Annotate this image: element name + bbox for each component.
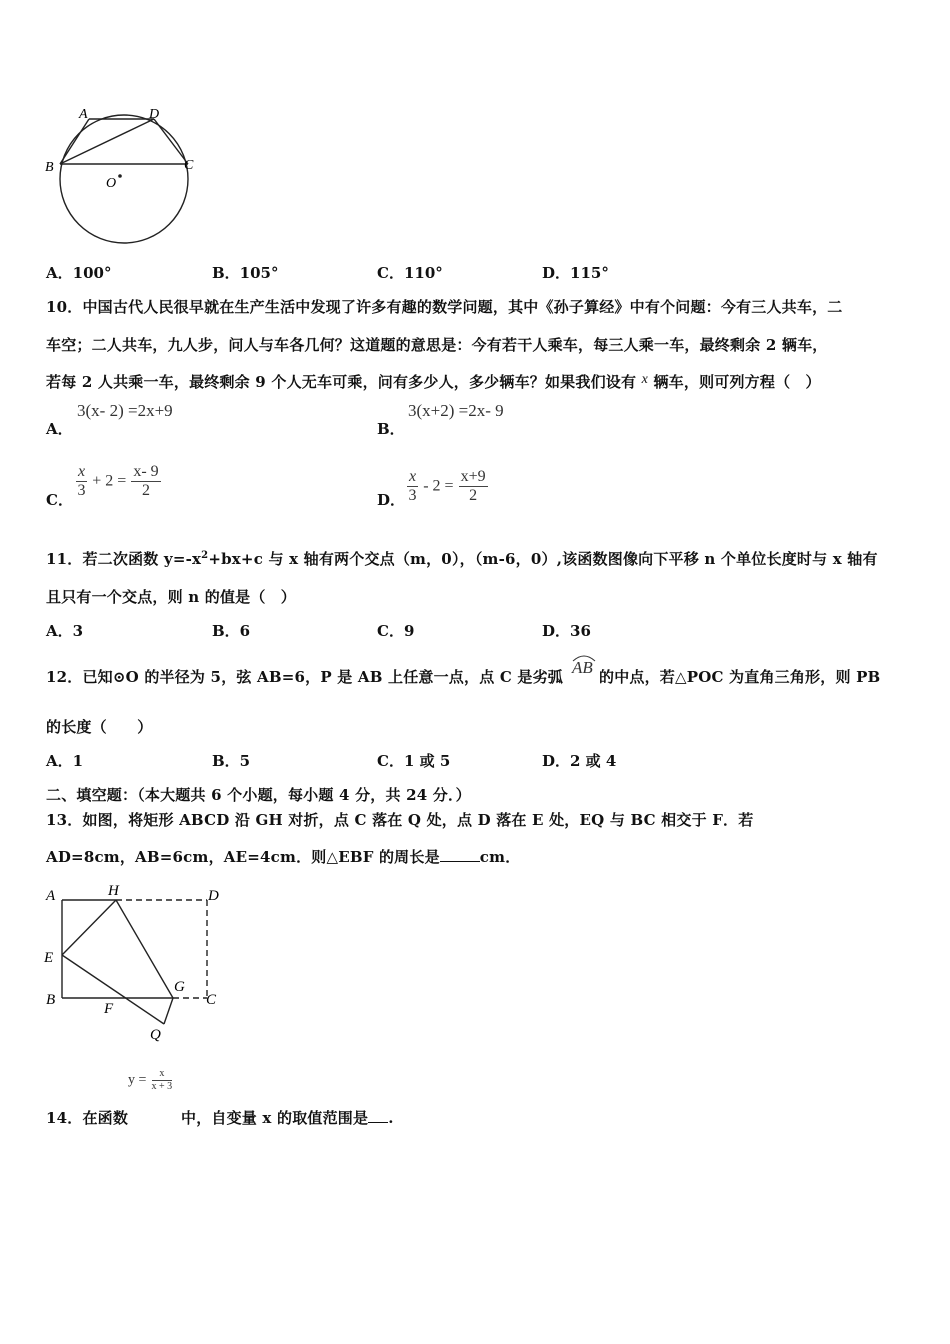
q10-option-c-num-1: x	[78, 463, 86, 480]
q10-option-d-num-2: x+9	[460, 468, 486, 485]
q10-option-a-label: A．	[46, 420, 73, 438]
q13-line-1: 13．如图，将矩形 ABCD 沿 GH 对折，点 C 落在 Q 处，点 D 落在 E 处，EQ 与 BC 相交于 F．若	[46, 811, 754, 829]
q13-label-c: C	[206, 992, 217, 1008]
q9-label-c: C	[184, 158, 194, 173]
q9-label-b: B	[45, 160, 54, 175]
q11-line-1	[46, 548, 878, 569]
q9-label-o: O	[106, 176, 117, 191]
q10-option-d-num-1: x	[409, 468, 417, 485]
q10-line-1: 10．中国古代人民很早就在生产生活中发现了许多有趣的数学问题，其中《孙子算经》中有个问题：今有三人共车，二	[46, 298, 843, 316]
q9-center-dot	[118, 174, 122, 178]
q10-option-c-den-1: 3	[77, 482, 86, 499]
q10-option-c-num-2: x- 9	[133, 463, 159, 480]
q9-label-d: D	[149, 107, 160, 122]
q11-option-c: C．9	[377, 622, 415, 640]
q10-option-d-math	[407, 468, 488, 505]
q10-option-d-den-1: 3	[408, 487, 417, 504]
q11-option-a: A．3	[46, 622, 84, 640]
q10-line-3-b: 辆车，则可列方程（ ）	[653, 373, 821, 391]
q9-option-a: A．100°	[46, 264, 112, 282]
q10-line-2: 车空；二人共车，九人步，问人与车各几何？这道题的意思是：今有若干人乘车，每三人乘一车，最终剩余 2 辆车，	[46, 336, 828, 354]
q13-label-g: G	[174, 979, 185, 995]
q10-option-b-label: B．	[377, 420, 405, 438]
q14-line-b	[181, 1107, 394, 1128]
q10-variable-x: x	[641, 372, 649, 387]
q13-line-2	[46, 846, 520, 867]
q10-option-c-frac-2	[131, 463, 160, 500]
q13-label-q: Q	[150, 1027, 161, 1043]
q13-label-b: B	[46, 992, 56, 1008]
q10-line-3-a: 若每 2 人共乘一车，最终剩余 9 个人无车可乘，问有多少人，多少辆车？如果我们设有	[46, 373, 637, 391]
q10-option-c-label: C．	[46, 491, 73, 509]
q13-label-f: F	[104, 1001, 114, 1017]
q13-line-eh	[62, 900, 116, 955]
q11-option-d: D．36	[542, 622, 591, 640]
q9-chord-dc	[154, 119, 188, 164]
q14-answer-blank	[368, 1108, 388, 1123]
q10-option-d-den-2: 2	[469, 487, 478, 504]
q10-option-d-frac-2	[459, 468, 488, 505]
q14-line-a: 14．在函数	[46, 1109, 129, 1127]
q13-label-a: A	[46, 888, 56, 904]
section-2-heading: 二、填空题：（本大题共 6 个小题，每小题 4 分，共 24 分．）	[46, 786, 471, 804]
q10-option-a-math: 3(x- 2) =2x+9	[77, 401, 173, 420]
q10-option-c-den-2: 2	[142, 482, 150, 499]
q14-function-num: x	[152, 1068, 173, 1081]
q12-arc-ab	[570, 652, 598, 682]
q10-option-d-mid: - 2 =	[423, 477, 454, 495]
q10-line-3	[46, 371, 821, 392]
q10-option-d-label: D．	[377, 491, 406, 509]
q12-option-a: A．1	[46, 752, 84, 770]
q11-exponent: 2	[201, 550, 209, 561]
q9-label-a: A	[79, 107, 88, 122]
q14-function-den: x + 3	[151, 1081, 173, 1092]
q14-line-c: .	[388, 1109, 394, 1127]
q14-function-y: y =	[128, 1072, 147, 1088]
q12-line-2: 的长度（ ）	[46, 718, 153, 736]
q10-option-c-frac-1	[76, 463, 87, 500]
q13-label-d: D	[208, 888, 219, 904]
q13-line-2-b: cm．	[479, 848, 521, 866]
q12-arc-label: AB	[572, 658, 593, 677]
q13-answer-blank	[440, 847, 480, 862]
q9-circle-figure	[40, 100, 210, 270]
q11-line-1-b: +bx+c 与 x 轴有两个交点（m，0），（m-6，0）,该函数图像向下平移 n 个单位长度时与 x 轴有	[208, 550, 878, 568]
q9-option-b: B．105°	[212, 264, 279, 282]
q13-fold-hg	[116, 900, 173, 998]
q12-option-d: D．2 或 4	[542, 752, 617, 770]
q14-line-b-text: 中，自变量 x 的取值范围是	[181, 1109, 369, 1127]
q9-option-d: D．115°	[542, 264, 609, 282]
q9-option-c: C．110°	[377, 264, 443, 282]
q13-label-h: H	[108, 883, 119, 899]
q13-line-gq	[164, 998, 173, 1024]
q12-option-c: C．1 或 5	[377, 752, 451, 770]
q14-function-frac	[152, 1068, 173, 1093]
q10-option-c-math	[76, 463, 161, 500]
q13-line-2-a: AD=8cm，AB=6cm，AE=4cm．则△EBF 的周长是	[46, 848, 440, 866]
q14-function-expression	[128, 1068, 172, 1093]
q13-rectangle-figure	[40, 880, 230, 1045]
q12-line-1-b: 的中点，若△POC 为直角三角形，则 PB	[599, 668, 881, 686]
q10-option-b-math: 3(x+2) =2x- 9	[408, 401, 504, 420]
q12-option-b: B．5	[212, 752, 251, 770]
q10-option-c-mid: + 2 =	[92, 472, 127, 490]
q10-option-d-frac-1	[407, 468, 418, 505]
q11-line-2: 且只有一个交点，则 n 的值是（ ）	[46, 588, 296, 606]
q11-option-b: B．6	[212, 622, 251, 640]
q13-label-e: E	[44, 950, 54, 966]
q11-line-1-a: 11．若二次函数 y=-x	[46, 550, 202, 568]
q12-line-1-a: 12．已知⊙O 的半径为 5，弦 AB=6，P 是 AB 上任意一点，点 C 是劣弧	[46, 668, 563, 686]
